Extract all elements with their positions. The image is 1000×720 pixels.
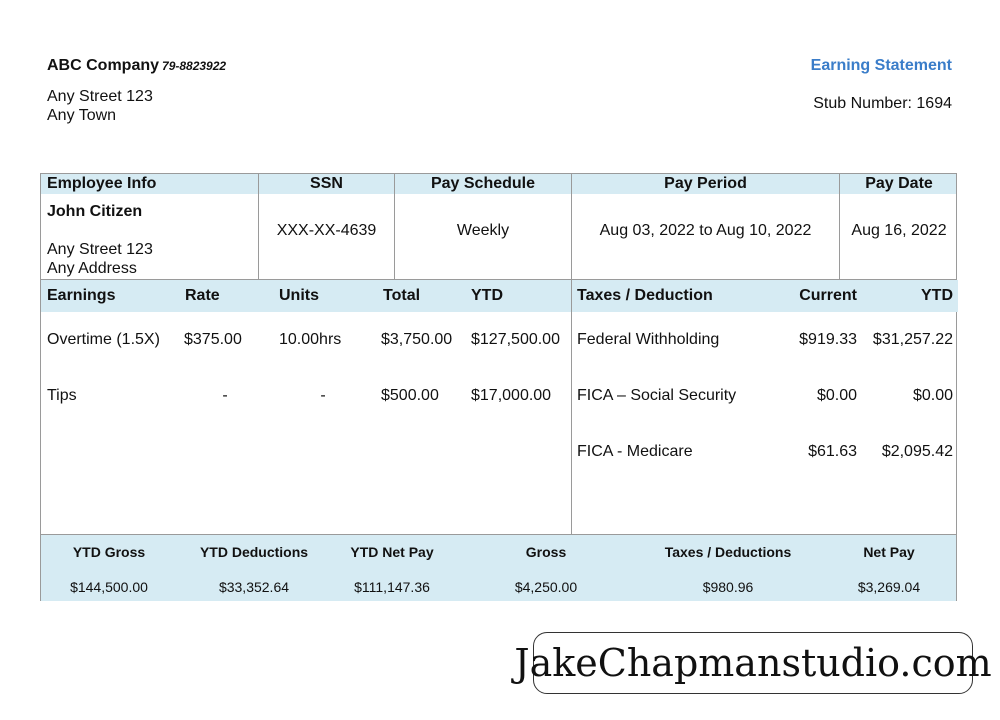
divider <box>41 534 956 535</box>
tax-row-current: $0.00 <box>816 387 857 404</box>
earning-row-ytd: $127,500.00 <box>471 331 560 348</box>
pay-date-value: Aug 16, 2022 <box>851 222 947 239</box>
earnings-ytd-header: YTD <box>471 287 503 304</box>
ssn-value: XXX-XX-4639 <box>276 222 377 239</box>
company-name <box>47 57 226 75</box>
tax-row-ytd: $2,095.42 <box>881 443 953 460</box>
tax-row-label: FICA - Medicare <box>577 443 693 460</box>
company-address-line2: Any Town <box>47 107 117 124</box>
pay-stub-table <box>40 173 957 601</box>
header-pay-date: Pay Date <box>865 175 933 192</box>
earnings-header: Earnings <box>47 287 116 304</box>
header-pay-schedule: Pay Schedule <box>430 175 536 192</box>
employee-address-line1: Any Street 123 <box>47 241 153 258</box>
ytd-gross-label: YTD Gross <box>72 544 146 560</box>
employee-address-line2: Any Address <box>47 260 137 277</box>
earning-row-units: 10.00hrs <box>279 331 342 348</box>
net-pay-value: $3,269.04 <box>857 579 921 595</box>
stub-number: Stub Number: 1694 <box>813 95 952 112</box>
pay-period-value: Aug 03, 2022 to Aug 10, 2022 <box>599 222 812 239</box>
earning-row-label: Tips <box>47 387 77 404</box>
pay-schedule-value: Weekly <box>456 222 510 239</box>
ytd-gross-value: $144,500.00 <box>70 579 148 595</box>
earning-row-label: Overtime (1.5X) <box>47 331 160 348</box>
watermark: JakeChapmanstudio.com <box>533 632 973 694</box>
earning-row-total: $500.00 <box>381 387 439 404</box>
tax-row-ytd: $31,257.22 <box>872 331 953 348</box>
taxes-deductions-label: Taxes / Deductions <box>664 544 792 560</box>
company-ein: 79-8823922 <box>162 59 227 73</box>
ytd-net-pay-value: $111,147.36 <box>354 579 430 595</box>
statement-title: Earning Statement <box>810 57 952 74</box>
tax-row-ytd: $0.00 <box>912 387 953 404</box>
current-header: Current <box>799 287 857 304</box>
earning-row-total: $3,750.00 <box>381 331 453 348</box>
earning-row-ytd: $17,000.00 <box>471 387 552 404</box>
ytd-net-pay-label: YTD Net Pay <box>350 544 434 560</box>
rate-header: Rate <box>185 287 220 304</box>
tax-row-label: Federal Withholding <box>577 331 720 348</box>
employee-name: John Citizen <box>47 203 143 220</box>
header-employee-info: Employee Info <box>47 175 157 192</box>
taxes-header: Taxes / Deduction <box>577 287 713 304</box>
tax-row-current: $61.63 <box>808 443 857 460</box>
gross-label: Gross <box>525 544 567 560</box>
company-address-line1: Any Street 123 <box>47 88 153 105</box>
divider <box>571 280 572 535</box>
ytd-deductions-value: $33,352.64 <box>218 579 290 595</box>
earning-row-rate: $375.00 <box>184 331 242 348</box>
header-ssn: SSN <box>310 175 343 192</box>
units-header: Units <box>279 287 319 304</box>
header-pay-period: Pay Period <box>664 175 747 192</box>
company-name-text: ABC Company <box>47 57 160 74</box>
net-pay-label: Net Pay <box>863 544 915 560</box>
company-address <box>47 87 153 125</box>
gross-value: $4,250.00 <box>514 579 578 595</box>
tax-row-current: $919.33 <box>799 331 857 348</box>
tax-row-label: FICA – Social Security <box>577 387 737 404</box>
earning-row-units: - <box>320 387 326 404</box>
taxes-deductions-value: $980.96 <box>702 579 754 595</box>
total-header: Total <box>383 287 421 304</box>
earning-row-rate: - <box>222 387 228 404</box>
ytd-deductions-label: YTD Deductions <box>199 544 309 560</box>
taxes-ytd-header: YTD <box>921 287 953 304</box>
